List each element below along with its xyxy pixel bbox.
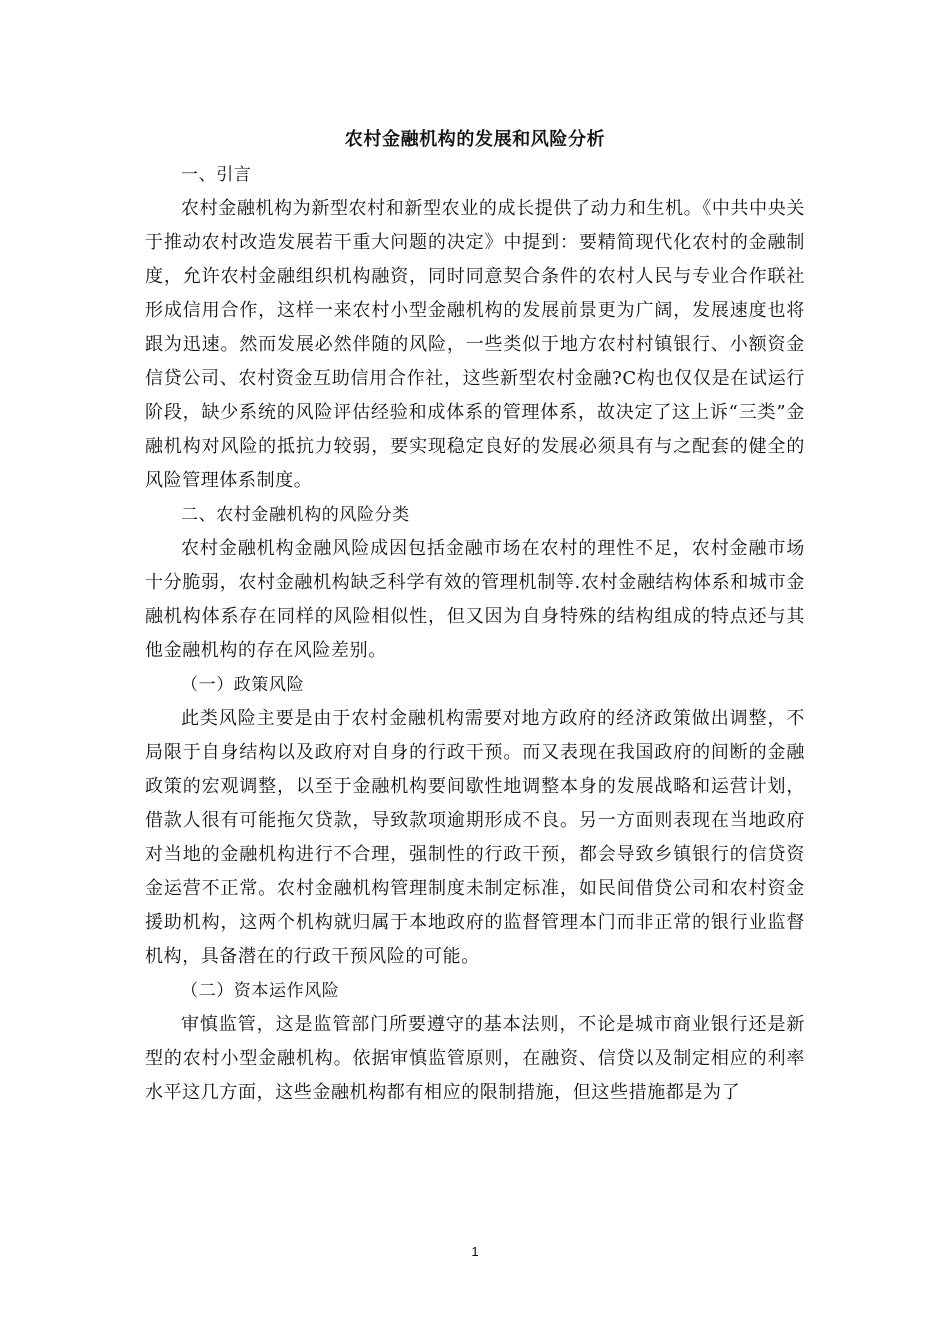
subsection-heading-capital-risk: （二）资本运作风险: [181, 981, 340, 1001]
paragraph-policy-risk: 此类风险主要是由于农村金融机构需要对地方政府的经济政策做出调整，不局限于自身结构以及政府对自身的行政干预。而又表现在我国政府的间断的金融政策的宏观调整，以至于金融机构要间歇性地调整本身的发展战略和运营计划，借款人很有可能拖欠贷款，导致款项逾期形成不良。另一方面则表现在当地政府对当地的金融机构进行不合理，强制性的行政干预，都会导致乡镇银行的信贷资金运营不正常。农村金融机构管理制度未制定标准，如民间借贷公司和农村资金援助机构，这两个机构就归属于本地政府的监督管理本门而非正常的银行业监督机构，具备潜在的行政干预风险的可能。: [145, 708, 805, 967]
paragraph-capital-risk: 审慎监管，这是监管部门所要遵守的基本法则，不论是城市商业银行还是新型的农村小型金融机构。依据审慎监管原则，在融资、信贷以及制定相应的利率水平这几方面，这些金融机构都有相应的限制措施，但这些措施都是为了: [145, 1014, 805, 1103]
paragraph-introduction: 农村金融机构为新型农村和新型农业的成长提供了动力和生机。《中共中央关于推动农村改造发展若干重大问题的决定》中提到：要精简现代化农村的金融制度，允许农村金融组织机构融资，同时同意契合条件的农村人民与专业合作联社形成信用合作，这样一来农村小型金融机构的发展前景更为广阔，发展速度也将跟为迅速。然而发展必然伴随的风险，一些类似于地方农村村镇银行、小额资金信贷公司、农村资金互助信用合作社，这些新型农村金融?C构也仅仅是在试运行阶段，缺少系统的风险评估经验和成体系的管理体系，故决定了这上诉“三类”金融机构对风险的抵抗力较弱，要实现稳定良好的发展必须具有与之配套的健全的风险管理体系制度。: [145, 198, 805, 491]
document-title: 农村金融机构的发展和风险分析: [344, 129, 606, 150]
document-body: [145, 122, 805, 1110]
page-number: 1: [471, 1244, 479, 1259]
subsection-heading-policy-risk: （一）政策风险: [181, 675, 305, 695]
paragraph-risk-causes: 农村金融机构金融风险成因包括金融市场在农村的理性不足，农村金融市场十分脆弱，农村金融机构缺乏科学有效的管理机制等.农村金融结构体系和城市金融机构体系存在同样的风险相似性，但又因为自身特殊的结构组成的特点还与其他金融机构的存在风险差别。: [145, 538, 805, 661]
section-heading-risk-classification: 二、农村金融机构的风险分类: [181, 505, 410, 525]
section-heading-introduction: 一、引言: [181, 165, 252, 185]
